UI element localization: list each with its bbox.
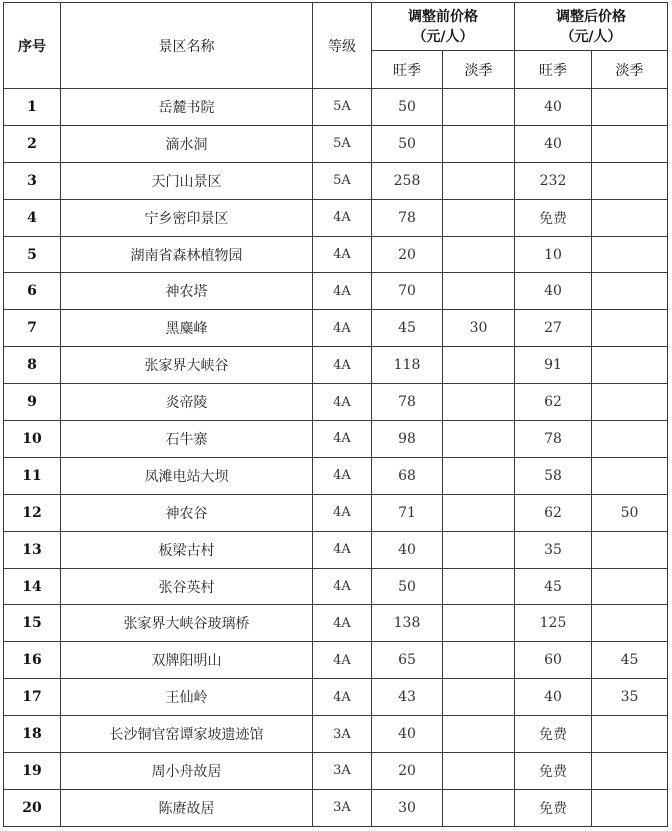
before-peak-price: 43 <box>372 679 443 716</box>
header-before-price <box>372 3 515 51</box>
header-name: 景区名称 <box>61 3 313 89</box>
row-index: 13 <box>4 531 61 568</box>
row-index: 2 <box>4 125 61 162</box>
table-row <box>4 421 668 458</box>
scenic-name: 炎帝陵 <box>61 384 313 421</box>
scenic-name: 天门山景区 <box>61 162 313 199</box>
row-index: 6 <box>4 273 61 310</box>
table-row <box>4 236 668 273</box>
table-row <box>4 273 668 310</box>
after-peak-price: 免费 <box>515 753 592 790</box>
after-peak-price: 免费 <box>515 716 592 753</box>
row-index: 8 <box>4 347 61 384</box>
after-peak-price: 10 <box>515 236 592 273</box>
table-row <box>4 125 668 162</box>
row-index: 4 <box>4 199 61 236</box>
scenic-level: 4A <box>313 421 372 458</box>
scenic-level: 4A <box>313 457 372 494</box>
row-index: 9 <box>4 384 61 421</box>
header-before-title: 调整前价格 <box>408 8 478 25</box>
scenic-level: 5A <box>313 89 372 126</box>
before-off-price <box>443 642 515 679</box>
scenic-name: 神农谷 <box>61 494 313 531</box>
header-before-off: 淡季 <box>443 51 515 89</box>
scenic-name: 岳麓书院 <box>61 89 313 126</box>
scenic-level: 4A <box>313 494 372 531</box>
before-off-price <box>443 236 515 273</box>
table-row <box>4 568 668 605</box>
row-index: 5 <box>4 236 61 273</box>
header-after-peak: 旺季 <box>515 51 592 89</box>
scenic-name: 石牛寨 <box>61 421 313 458</box>
after-off-price <box>592 273 668 310</box>
before-peak-price: 50 <box>372 125 443 162</box>
after-peak-price: 27 <box>515 310 592 347</box>
after-off-price <box>592 347 668 384</box>
scenic-name: 陈赓故居 <box>61 789 313 826</box>
header-level: 等级 <box>313 3 372 89</box>
before-off-price <box>443 789 515 826</box>
before-peak-price: 118 <box>372 347 443 384</box>
after-peak-price: 91 <box>515 347 592 384</box>
after-peak-price: 62 <box>515 494 592 531</box>
before-peak-price: 20 <box>372 753 443 790</box>
after-peak-price: 58 <box>515 457 592 494</box>
header-before-peak: 旺季 <box>372 51 443 89</box>
scenic-name: 王仙岭 <box>61 679 313 716</box>
after-off-price <box>592 162 668 199</box>
scenic-level: 4A <box>313 199 372 236</box>
after-off-price <box>592 310 668 347</box>
scenic-name: 张家界大峡谷 <box>61 347 313 384</box>
table-row <box>4 494 668 531</box>
row-index: 7 <box>4 310 61 347</box>
table-body <box>4 89 668 827</box>
scenic-level: 3A <box>313 716 372 753</box>
scenic-level: 4A <box>313 310 372 347</box>
scenic-level: 4A <box>313 642 372 679</box>
before-off-price <box>443 347 515 384</box>
after-peak-price: 45 <box>515 568 592 605</box>
after-off-price <box>592 568 668 605</box>
before-peak-price: 258 <box>372 162 443 199</box>
row-index: 14 <box>4 568 61 605</box>
scenic-name: 凤滩电站大坝 <box>61 457 313 494</box>
after-peak-price: 125 <box>515 605 592 642</box>
table-row <box>4 605 668 642</box>
row-index: 18 <box>4 716 61 753</box>
before-peak-price: 40 <box>372 716 443 753</box>
row-index: 19 <box>4 753 61 790</box>
before-off-price <box>443 531 515 568</box>
table-row <box>4 716 668 753</box>
after-peak-price: 60 <box>515 642 592 679</box>
before-peak-price: 50 <box>372 89 443 126</box>
header-after-unit: （元/人） <box>560 28 622 45</box>
scenic-level: 4A <box>313 347 372 384</box>
table-row <box>4 642 668 679</box>
scenic-name: 滴水洞 <box>61 125 313 162</box>
before-off-price <box>443 716 515 753</box>
after-peak-price: 232 <box>515 162 592 199</box>
table-row <box>4 384 668 421</box>
table-row <box>4 310 668 347</box>
before-off-price <box>443 753 515 790</box>
before-peak-price: 98 <box>372 421 443 458</box>
table-row <box>4 162 668 199</box>
after-off-price <box>592 125 668 162</box>
row-index: 10 <box>4 421 61 458</box>
row-index: 15 <box>4 605 61 642</box>
before-off-price <box>443 568 515 605</box>
scenic-name: 神农塔 <box>61 273 313 310</box>
scenic-name: 长沙铜官窑谭家坡遗迹馆 <box>61 716 313 753</box>
before-off-price <box>443 679 515 716</box>
scenic-level: 4A <box>313 236 372 273</box>
before-peak-price: 50 <box>372 568 443 605</box>
after-off-price <box>592 716 668 753</box>
scenic-level: 5A <box>313 125 372 162</box>
scenic-name: 湖南省森林植物园 <box>61 236 313 273</box>
before-off-price <box>443 125 515 162</box>
before-peak-price: 30 <box>372 789 443 826</box>
table-row <box>4 457 668 494</box>
row-index: 17 <box>4 679 61 716</box>
row-index: 20 <box>4 789 61 826</box>
row-index: 12 <box>4 494 61 531</box>
before-peak-price: 78 <box>372 384 443 421</box>
table-row <box>4 199 668 236</box>
table-row <box>4 347 668 384</box>
scenic-name: 板梁古村 <box>61 531 313 568</box>
table-row <box>4 753 668 790</box>
before-off-price: 30 <box>443 310 515 347</box>
header-before-unit: （元/人） <box>412 28 474 45</box>
before-peak-price: 65 <box>372 642 443 679</box>
scenic-level: 3A <box>313 789 372 826</box>
scenic-level: 4A <box>313 605 372 642</box>
after-off-price <box>592 199 668 236</box>
after-off-price <box>592 89 668 126</box>
after-off-price <box>592 457 668 494</box>
after-off-price <box>592 789 668 826</box>
scenic-name: 周小舟故居 <box>61 753 313 790</box>
after-off-price <box>592 753 668 790</box>
before-off-price <box>443 457 515 494</box>
row-index: 16 <box>4 642 61 679</box>
after-peak-price: 免费 <box>515 789 592 826</box>
after-peak-price: 40 <box>515 679 592 716</box>
header-after-title: 调整后价格 <box>556 8 626 25</box>
before-peak-price: 20 <box>372 236 443 273</box>
scenic-level: 4A <box>313 273 372 310</box>
after-off-price: 45 <box>592 642 668 679</box>
before-off-price <box>443 421 515 458</box>
before-off-price <box>443 162 515 199</box>
scenic-level: 3A <box>313 753 372 790</box>
scenic-name: 张谷英村 <box>61 568 313 605</box>
after-peak-price: 40 <box>515 89 592 126</box>
table-row <box>4 531 668 568</box>
scenic-name: 双牌阳明山 <box>61 642 313 679</box>
scenic-level: 4A <box>313 568 372 605</box>
row-index: 11 <box>4 457 61 494</box>
after-peak-price: 40 <box>515 273 592 310</box>
before-off-price <box>443 494 515 531</box>
before-peak-price: 40 <box>372 531 443 568</box>
before-peak-price: 138 <box>372 605 443 642</box>
before-peak-price: 78 <box>372 199 443 236</box>
before-off-price <box>443 605 515 642</box>
price-table-wrapper <box>3 2 668 827</box>
scenic-name: 黑麋峰 <box>61 310 313 347</box>
table-row <box>4 789 668 826</box>
after-peak-price: 35 <box>515 531 592 568</box>
before-off-price <box>443 89 515 126</box>
after-peak-price: 78 <box>515 421 592 458</box>
after-off-price <box>592 531 668 568</box>
before-peak-price: 71 <box>372 494 443 531</box>
scenic-level: 4A <box>313 384 372 421</box>
after-off-price <box>592 421 668 458</box>
after-peak-price: 40 <box>515 125 592 162</box>
before-peak-price: 68 <box>372 457 443 494</box>
before-peak-price: 70 <box>372 273 443 310</box>
table-row <box>4 89 668 126</box>
row-index: 3 <box>4 162 61 199</box>
before-off-price <box>443 273 515 310</box>
before-peak-price: 45 <box>372 310 443 347</box>
after-off-price <box>592 605 668 642</box>
header-after-price <box>515 3 668 51</box>
after-off-price: 35 <box>592 679 668 716</box>
after-off-price: 50 <box>592 494 668 531</box>
after-peak-price: 免费 <box>515 199 592 236</box>
after-off-price <box>592 384 668 421</box>
header-after-off: 淡季 <box>592 51 668 89</box>
before-off-price <box>443 384 515 421</box>
scenic-name: 宁乡密印景区 <box>61 199 313 236</box>
price-table <box>3 2 668 827</box>
row-index: 1 <box>4 89 61 126</box>
scenic-level: 4A <box>313 531 372 568</box>
scenic-name: 张家界大峡谷玻璃桥 <box>61 605 313 642</box>
after-peak-price: 62 <box>515 384 592 421</box>
after-off-price <box>592 236 668 273</box>
scenic-level: 5A <box>313 162 372 199</box>
scenic-level: 4A <box>313 679 372 716</box>
table-row <box>4 679 668 716</box>
header-index: 序号 <box>4 3 61 89</box>
before-off-price <box>443 199 515 236</box>
